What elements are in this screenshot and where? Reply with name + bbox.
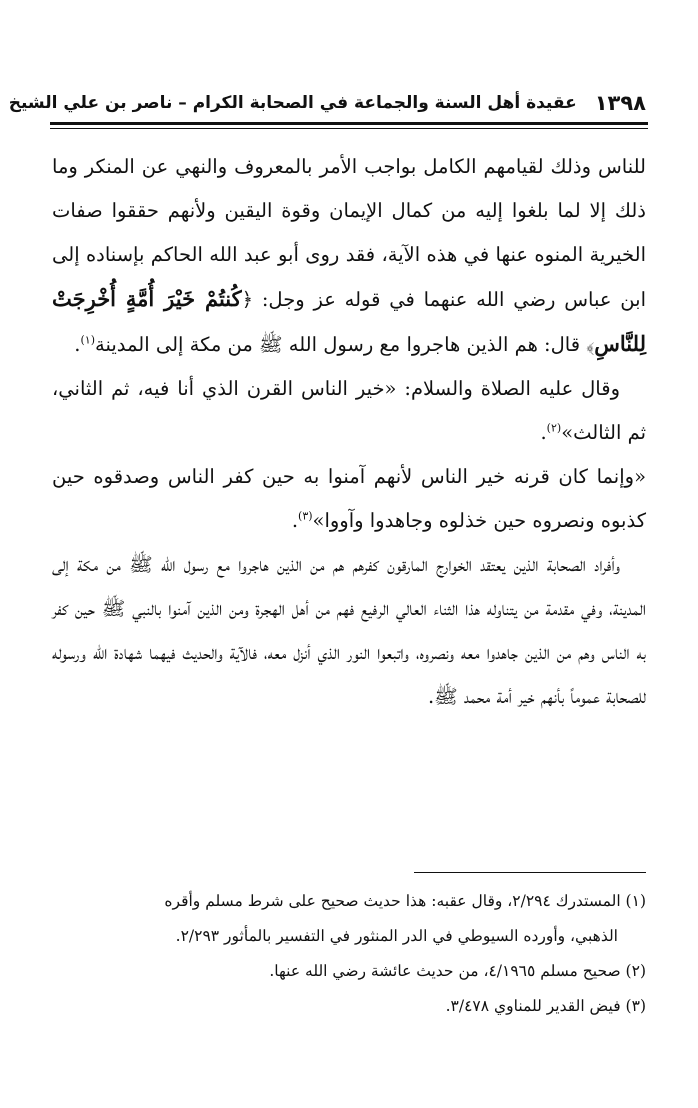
paragraph-3-text: «وإنما كان قرنه خير الناس لأنهم آمنوا به حين كفر الناس وصدقوه حين كذبوه ونصروه حين خذلوه وجاهدوا وآووا» [52, 465, 646, 532]
paragraph-4: وأفراد الصحابة الذين يعتقد الخوارج المارقون كفرهم هم من الذين هاجروا مع رسول الله ﷺ من مكة إلى المدينة، وفي مقدمة من يتناوله هذا الثناء العالي الرفيع فهم من أهل الهجرة ومن الذين آمنوا بالنبي ﷺ حين كفر به الناس وهم من الذين جاهدوا معه ونصروه، واتبعوا النور الذي أنزل معه، فالآية والحديث فيهما شهادة الله ورسوله للصحابة عموماً بأنهم خير أمة محمد ﷺ. [52, 553, 646, 708]
page-number: ١٣٩٨ [594, 91, 646, 115]
footnote-separator [414, 872, 646, 873]
footnote-3: (٣) فيض القدير للمناوي ٣/٤٧٨. [445, 997, 646, 1015]
running-title: عقيدة أهل السنة والجماعة في الصحابة الكرام – ناصر بن علي الشيخ [8, 93, 577, 113]
page-header [8, 86, 646, 120]
paragraph-3: «وإنما كان قرنه خير الناس لأنهم آمنوا به حين كفر الناس وصدقوه حين كذبوه ونصروه حين خذلوه وجاهدوا وآووا»$^{(٣)}$. [52, 465, 646, 532]
header-rule-thin [50, 128, 648, 129]
footnote-marker-1: (١) [80, 333, 96, 347]
quran-verse: كُنتُمْ خَيْرَ أُمَّةٍ أُخْرِجَتْ لِلنَّاسِ [52, 286, 646, 356]
footnotes [52, 884, 646, 1024]
paragraph-1-text-b: ﴾ قال: هم الذين هاجروا مع رسول الله ﷺ من مكة إلى المدينة [95, 333, 595, 356]
main-text [52, 145, 646, 719]
header-rule-thick [50, 122, 648, 125]
footnote-marker-2: (٢) [546, 421, 562, 435]
footnote-1-line-1: (١) المستدرك ٢/٢٩٤، وقال عقبه: هذا حديث صحيح على شرط مسلم وأقره [164, 892, 646, 910]
paragraph-2-text: وقال عليه الصلاة والسلام: «خير الناس القرن الذي أنا فيه، ثم الثاني، ثم الثالث» [52, 377, 646, 444]
paragraph-2: وقال عليه الصلاة والسلام: «خير الناس القرن الذي أنا فيه، ثم الثاني، ثم الثالث»$^{(٢)}$. [52, 377, 646, 444]
footnote-marker-3: (٣) [298, 509, 313, 523]
paragraph-1: للناس وذلك لقيامهم الكامل بواجب الأمر بالمعروف والنهي عن المنكر وما ذلك إلا لما بلغوا إليه من كمال الإيمان وقوة اليقين ولأنهم حققوا صفات الخيرية المنوه عنها في هذه الآية، فقد روى أبو عبد الله الحاكم بإسناده إلى ابن عباس رضي الله عنهما في قوله عز وجل: ﴿كُنتُمْ خَيْرَ أُمَّةٍ أُخْرِجَتْ لِلنَّاسِ﴾ قال: هم الذين هاجروا مع رسول الله ﷺ من مكة إلى المدينة$^{(١)}$. [52, 155, 646, 356]
footnote-1-line-2: الذهبي، وأورده السيوطي في الدر المنثور في التفسير بالمأثور ٢/٢٩٣. [175, 927, 618, 945]
paragraph-1-text-a: للناس وذلك لقيامهم الكامل بواجب الأمر بالمعروف والنهي عن المنكر وما ذلك إلا لما بلغوا إليه من كمال الإيمان وقوة اليقين ولأنهم حققوا صفات الخيرية المنوه عنها في هذه الآية، فقد روى أبو عبد الله الحاكم بإسناده إلى ابن عباس رضي الله عنهما في قوله عز وجل: ﴿ [52, 155, 646, 311]
footnote-2: (٢) صحيح مسلم ٤/١٩٦٥، من حديث عائشة رضي الله عنها. [269, 962, 646, 980]
